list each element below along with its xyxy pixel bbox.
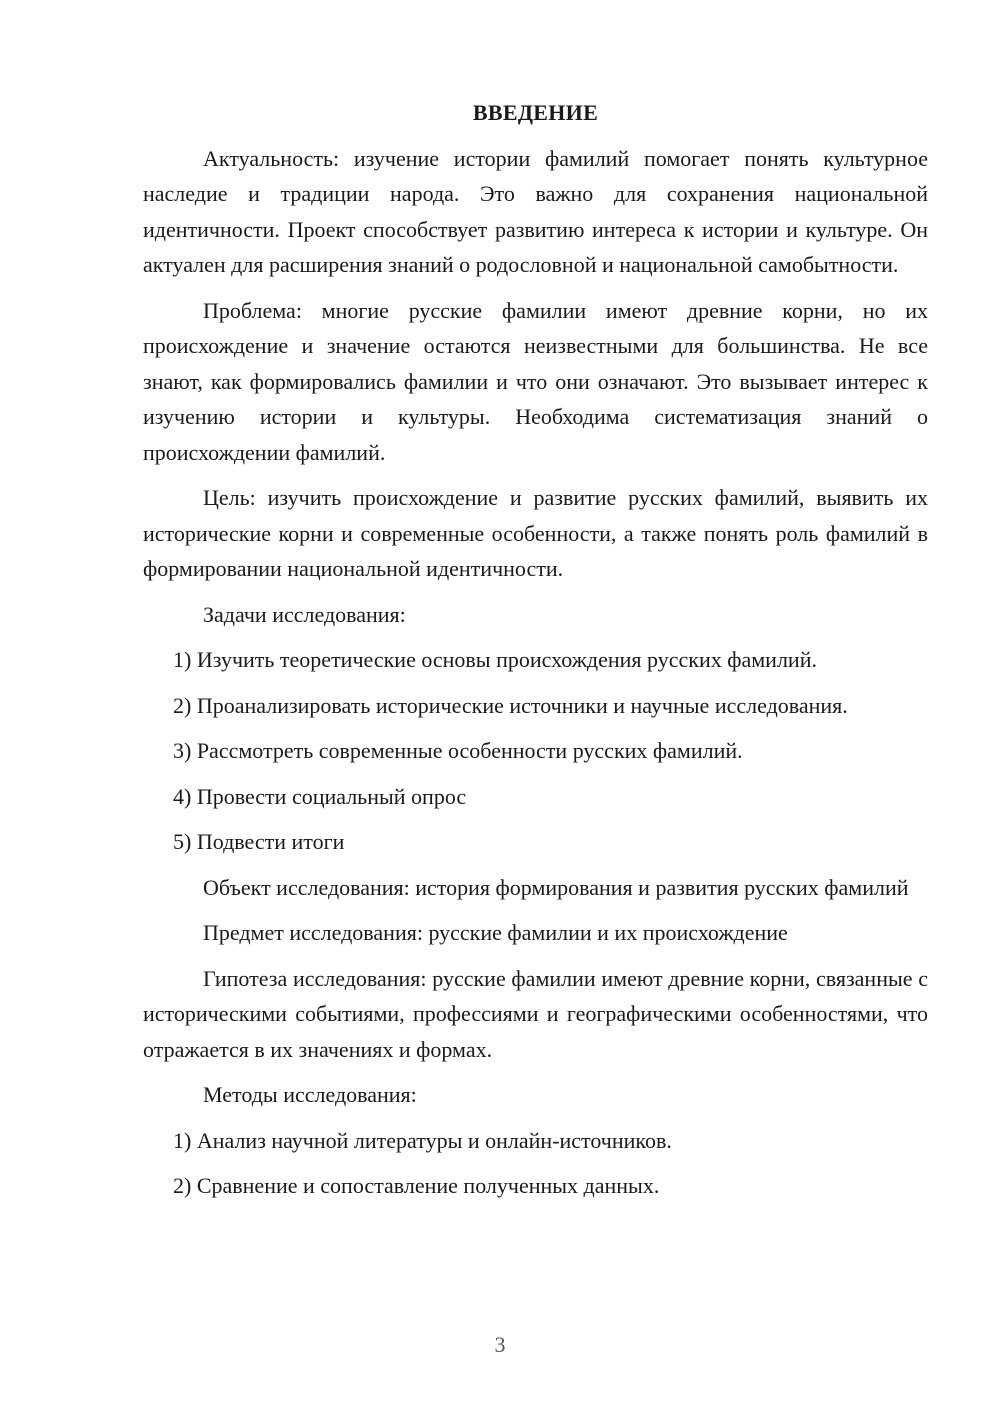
goal-paragraph: Цель: изучить происхождение и развитие русских фамилий, выявить их исторические корни и современные особенности, а также понять роль фамилий в формировании национальной идентичности. (143, 485, 928, 581)
task-item-4: 4) Провести социальный опрос (173, 783, 467, 809)
methods-heading: Методы исследования: (203, 1082, 417, 1107)
task-item-2: 2) Проанализировать исторические источники и научные исследования. (173, 692, 848, 718)
subject-paragraph: Предмет исследования: русские фамилии и их происхождение (203, 920, 788, 945)
method-item-2: 2) Сравнение и сопоставление полученных данных. (173, 1173, 660, 1198)
document-page (143, 95, 928, 1214)
task-item-3: 3) Рассмотреть современные особенности русских фамилий. (173, 738, 743, 763)
problem-paragraph: Проблема: многие русские фамилии имеют древние корни, но их происхождение и значение остаются неизвестными для большинства. Не все знают, как формировались фамилии и что они означают. Это вызывает интерес к изучению истории и культуры. Необходима систематизация знаний о происхождении фамилий. (143, 297, 928, 465)
tasks-heading: Задачи исследования: (203, 601, 406, 627)
task-item-1: 1) Изучить теоретические основы происхождения русских фамилий. (173, 647, 817, 672)
task-item-5: 5) Подвести итоги (173, 829, 345, 854)
method-item-1: 1) Анализ научной литературы и онлайн-источников. (173, 1127, 672, 1153)
page-number: 3 (494, 1332, 506, 1357)
object-paragraph: Объект исследования: история формирования и развития русских фамилий (203, 874, 909, 900)
relevance-paragraph: Актуальность: изучение истории фамилий помогает понять культурное наследие и традиции народа. Это важно для сохранения национальной идентичности. Проект способствует развитию интереса к истории и культуре. Он актуален для расширения знаний о родословной и национальной самобытности. (143, 145, 928, 277)
section-title: ВВЕДЕНИЕ (472, 100, 599, 125)
hypothesis-paragraph: Гипотеза исследования: русские фамилии имеют древние корни, связанные с историческими событиями, профессиями и географическими особенностями, что отражается в их значениях и формах. (143, 965, 928, 1062)
